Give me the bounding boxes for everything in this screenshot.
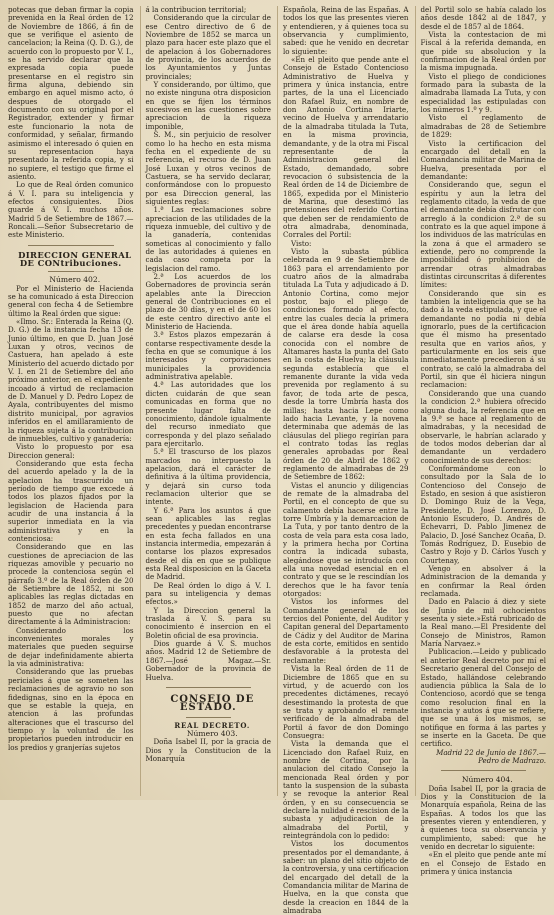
paragraph: Publicacion.—Leido y publicado el anterior Real decreto por mí el Secretario general del Consejo de Estado, hallándose celebrando audiencia pública la Sala de lo Contencioso, acordó que se tenga como resolucion final en la instancia y autos á que se refiere, que se una á los mismos, se notifique en forma á las partes y se inserte en la Gaceta. De que certifico. (420, 647, 546, 749)
paragraph: Vistas el anuncio y diligencias de remate de la almadraba del Portil, en el concepto de que su calamento debía hacerse entre la torre Umbría y la demarcacion de La Tuta, y por tanto dentro de la costa de vela para esta cosa lado, y la primera hecha por Cortina contra la indicada subasta, alegándose que se introducía con ella una novedad esencial en el contrato y que se le rescindían los derechos que le ha favor tenía otorgados: (283, 480, 409, 599)
paragraph: Española, Reina de las Españas. A todos los que las presentes vieren y entendieren, y á quienes toca su observancia y cumplimiento, sabed: que he venido en decretar lo siguiente: (283, 5, 409, 56)
paragraph: Considerando que esta fecha del acuerdo apelado y la de la apelacion ha trascurrido un período de tiempo que excede á todos los plazos fijados por la legislacion de Hacienda para acudir de una instancia á la superior inmediata en la via administrativa y en la contenciosa: (8, 458, 134, 543)
column-4 (415, 5, 547, 877)
paragraph: «En el pleito que pende ante el Consejo de Estado Contencioso Administrativo de Huelva y primera y única instancia, entre partes, de la una el Licenciado don Rafael Ruiz, en nombre de don Antonio Cortina Iriarte, vecino de Huelva y arrendatario de la almadraba titulada la Tuta, en la misma provincia, demandante, y de la otra mi Fiscal representante de la Administracion general del Estado, demandado, sobre revocacion ó subsistencia de la Real órden de 14 de Diciembre de 1865, expedida por el Ministerio de Marina, que desestimó las pretensiones del referido Cortina que deben ser de rendamiento de otra almadraba, denominada, Corrales del Portil: (283, 55, 409, 240)
paragraph: 1.ª Las reclamaciones sobre apreciacion de las utilidades de la riqueza inmueble, del cultivo y de la ganadería, contenidas someticas al conocimiento y fallo de las autoridades á quienes en cada caso competa por la legislacion del ramo. (145, 205, 271, 273)
paragraph: Visto el reglamento de almadrabas de 28 de Setiembre de 1829: (420, 113, 546, 140)
document-number: Número 404. (461, 775, 513, 785)
paragraph: Considerando que sin es tambien la inteligencia que se ha dado á la veda estipulada, y que el demandante no podía ni debía ignorarlo, pues de la certificacion que él mismo ha presentado resulta que en varios años, y particularmente en los seis que inmediatamente precedieron á su contrato, se caló la almadraba del Portil, sin que él hiciera ningun reclamacion: (420, 288, 546, 390)
real-decreto-heading: REAL DECRETO. (174, 720, 251, 730)
column-1 (8, 6, 134, 796)
paragraph: Conformándome con lo consultado por la Sala de lo Contencioso del Consejo de Estado, en sesion á que asistieron D. Domingo Ruiz de la Vega, Presidente, D. José Lorenzo, D. Antonio Escudero, D. Andrés de Echevarri, D. Pablo Jimenez de Palacio, D. José Sanchez Ocaña, D. Tomás Rodríguez, D. Eusebio de Castro y Rojo y D. Cárlos Yusch y Courtenay, (420, 463, 546, 565)
paragraph: 5.ª El trascurso de los plazos marcados no interpuesto la apelacion, dará el carácter de definitiva á la última providencia, y dejará sin curso toda reclamacion ulterior que se intente. (145, 447, 271, 507)
document-number: Número 403. (186, 728, 238, 738)
divider (186, 717, 232, 718)
paragraph: Vista la demanda que el Licenciado don Rafael Ruiz, en nombre de Cortina, por la anulacion del citado Consejo la mencionada Real órden y por tanto la suspension de la subasta y se revoque la anterior Real órden, y en su consecuencia se declare la nulidad é rescision de la subasta y adjudicacion de la almadraba del Portil, y reintegrándola con lo pedido: (283, 739, 409, 841)
column-3 (277, 5, 409, 915)
paragraph: Considerando que en las cuestiones de apreciacion de las riquezas amovible y pecuario no procede la contenciosa según el párrafo 3.º de la Real órden de 20 de Setiembre de 1852, ni son aplicables las reglas dictadas en 1852 de marzo del año actual, puesto que no afectan directamente á la Administracion: (8, 542, 134, 627)
paragraph: Visto la certificacion del encargado del detall en la Comandancia militar de Marina de Huelva, presentada por el demandante: (420, 138, 546, 181)
signature-line: Madrid 22 de Junio de 1867.—Pedro de Madrazo. (436, 747, 546, 765)
column-2 (140, 6, 272, 796)
paragraph: del Portil solo se había calado los años desde 1842 al de 1847, y desde el de 1857 al de 1864. (420, 5, 546, 31)
paragraph: Visto: (291, 238, 312, 248)
paragraph: Visto el pliego de condiciones formado para la subasta de la almadraba llamada La Tuta, y con especialidad las estipuladas con los números 1.º y 9. (420, 71, 546, 115)
paragraph: Vistos los documentos presentados por el demandante, á saber: un plano del sitio objeto de la controversia, y una certificacion del encargado del detall de la Comandancia militar de Marina de Huelva, en la que consta que desde la creacion en 1844 de la almadraba (283, 839, 409, 915)
paragraph: 2.ª Los acuerdos de los Gobernadores de provincia serán apelables ante la Direccion general de Contribuciones en el plazo de 30 días, y en el de 60 los de este centro directivo ante el Ministerio de Hacienda. (145, 272, 271, 332)
paragraph: Y considerando, por último, que no existe ninguna otra disposicion en que se fijen los términos sucesivos en las cuestiones sobre apreciacion de la riqueza imponible, (145, 80, 271, 131)
paragraph: 4.ª Las autoridades que los dicten cuidarán de que sean comunicadas en forma que no presente lugar falta de conocimiento, dándole igualmente del recurso inmediato que corresponda y del plazo señalado para ejercitarlo. (145, 380, 271, 448)
paragraph: Visto la subasta pública celebrada en 9 de Setiembre de 1863 para el arrendamiento por cuatro años de la almadraba titulada La Tuta y adjudicado á D. Antonio Cortina, como mejor postor, bajo el pliego de condiciones formado al efecto, entre las cuales decía la primera que el área donde había aquella de calarse era desde la cosa conocida con el nombre de Altamares hasta la punta del Gato en la costa de Huelva; la cláusula segunda establecía que el remanente durante la vida veda prevenida por reglamento á su favor, de toda arte de pesca, desde la torre Umbría hasta dos millas; hasta hacia Lepe como lado hacia Levante, y la novena determinaba que además de las cláusulas del pliego regirían para el contrato todas las reglas generales aprobadas por Real órden de 20 de Abril de 1862 y reglamento de almadrabas de 29 de Setiembre de 1862: (283, 246, 409, 482)
paragraph: Vista la Real órden de 11 de Diciembre de 1865 que en su virtud, y de acuerdo con los precedentes dictámenes, recayó desestimando la protesta de que se trata y aprobando el remate verificado de la almadraba del Portil á favor de don Domingo Consuegra: (283, 664, 409, 740)
divider (48, 271, 94, 272)
paragraph: Y 6.ª Para los asuntos á que sean aplicables las reglas precedentes y puedan encontrarse en esta fecha fallados en una instancia intermedia, empezarán á contarse los plazos expresados desde el día en que se publique esta Real disposicion en la Gaceta de Madrid. (145, 505, 271, 582)
paragraph: Doña Isabel II, por la gracia de Dios y la Constitucion de la Monarquía (145, 737, 271, 763)
paragraph: Considerando los inconvenientes morales y materiales que pueden seguirse de dejar indefinidamente abierta la via administrativa: (8, 625, 134, 669)
paragraph: potecas que deban firmar la copia prevenida en la Real órden de 12 de Noviembre de 1866, á fin de que se verifique el asiento de cancelacion; la Reina (Q. D. G.), de acuerdo con lo propuesto por V. I., se ha servido declarar que la expresada copia puede presentarse en el registro sin firma alguna, debiendo sin embargo en aquel mismo acto, ó despues de otorgado el documento con su original por el Registrador, extender y firmar este funcionario la nota de conformidad, y señalar, firmando asimismo el interesado ó quien en su representacion haya presentado la referida copia, y si no supiere, el testigo que firme el asiento. (8, 5, 134, 181)
paragraph: Vista la contestacion de mi Fiscal á la referida demanda, en que pide su absolucion y la confirmacion de la Real órden por la misma impugnada. (420, 30, 546, 73)
paragraph: Lo que de Real órden comunico á V. I. para su inteligencia y efectos consiguientes. Dios guarde á V. I. muchos años. Madrid 5 de Setiembre de 1867.—Roncali.—Señor Subsecretario de este Ministerio. (8, 180, 134, 240)
paragraph: Considerando que las pruebas periciales á que se someten las reclamaciones de agravio no son fidedignas, sino en la época en que se estable la queja, en atencion á las profundas alteraciones que el trascurso del tiempo y la voluntad de los propietarios pueden introducir en los predios y granjerías sujetos (8, 667, 134, 752)
paragraph: 3.ª Estos plazos empezarán á contarse respectivamente desde la fecha en que se comunique á los interesados y corporaciones municipales la providencia administrativa apelable. (145, 330, 271, 382)
paragraph: S. M., sin perjuicio de resolver como lo ha hecho en esta misma fecha en el expediente de su referencia, el recurso de D. Juan José Luxan y otros vecinos de Castuera, se ha servido declarar, conformándose con lo propuesto por esa Direccion general, las siguientes reglas: (145, 130, 271, 206)
paragraph: «Ilmo. Sr.: Enterada la Reina (Q. D. G.) de la instancia fecha 13 de Junio último, en que D. Juan José Luxan y otros, vecinos de Castuera, han apelado á este Ministerio del acuerdo dictado por V. I. en 21 de Setiembre del año próximo anterior, en el expediente incoado á virtud de reclamacion de D. Manuel y D. Pedro Lopez de Ayala, contribuyentes del mismo distrito municipal, por agravios inferidos en el amillaramiento de la riqueza sujeta á la contribucion de inmuebles, cultivo y ganadería: (8, 317, 134, 443)
paragraph: Vengo en absolver á la Administracion de la demanda y en confirmar la Real órden reclamada. (420, 564, 546, 599)
paragraph: Dios guarde á V. S. muchos años. Madrid 12 de Setiembre de 1867.—José Magaz.—Sr. Gobernador de la provincia de Huelva. (145, 639, 271, 682)
paragraph: Doña Isabel II, por la gracia de Dios y la Constitucion de la Monarquía española, Reina de las Españas. A todos los que las presentes vieren y entendieren, y á quienes toca su observancia y cumplimiento, sabed: que he venido en decretar lo siguiente: (420, 783, 546, 852)
paragraph: De Real órden lo digo á V. I. para su inteligencia y demas efectos.» (145, 580, 271, 607)
section-title-contribuciones: DIRECCION GENERAL DE CONtribuciones. (18, 249, 132, 268)
column-container (8, 5, 546, 915)
paragraph: á la contribucion territorial; (145, 5, 247, 14)
paragraph: Y la Direccion general la traslada á V. S. para su conocimiento é insercion en el Boletin oficial de esa provincia. (145, 605, 271, 640)
divider (166, 687, 252, 688)
paragraph: Considerando que la circular de ese Centro directivo de 6 de Noviembre de 1852 se marca un plazo para hacer este plazo que el de apelacion á los Gobernadores de provincia, de los acuerdos de los Ayuntamientos y Juntas provinciales; (145, 13, 271, 81)
paragraph: Considerando que una cuando la condicion 2.ª hubiera ofrecido alguna duda, la referencia que en la 9.ª se hace al reglamento de almadrabas, y la necesidad de observarle, le habrían aclarado y de todos modos deberían dar al demandante un verdadero conocimiento de sus derechos: (420, 388, 546, 465)
section-title-consejo: CONSEJO DE ESTADO. (170, 693, 255, 714)
paragraph: Dado en Palacio á diez y siete de Junio de mil ochocientos sesenta y siete.»Está rubricado de la Real mano.—El Presidente del Consejo de Ministros, Ramon María Narvaez.» (420, 597, 546, 649)
paragraph: Considerando que, segun el espíritu y aun la letra del reglamento citado, la veda de que el demandante debía disfrutar con arreglo á la condicion 2.ª de su contrato es la que aquel impone á los individuos de las matrículas en la zona á que el armadero se extiende, pero no comprende la imposibilidad ó prohibicion de arrendar otras almadrabas distintas circunscritas á diferentes límites: (420, 180, 546, 290)
divider (28, 245, 114, 246)
paragraph: Vistos los informes del Comandante general de los tercios del Poniente, del Auditor y Capitan general del Departamento de Cádiz y del Auditor de Marina de esta corte, emitidos en sentido desfavorable á la protesta del reclamante: (283, 597, 409, 665)
paragraph: Por el Ministerio de Hacienda se ha comunicado á esta Direccion general con fecha 4 de Setiembre último la Real órden que sigue: (8, 283, 134, 318)
paragraph: Visto lo propuesto por esa Direccion general: (8, 442, 134, 460)
paragraph: «En el pleito que pende ante mí en el Consejo de Estado en primera y única instancia (420, 850, 546, 877)
divider (441, 770, 527, 771)
document-number: Número 402. (49, 275, 101, 285)
